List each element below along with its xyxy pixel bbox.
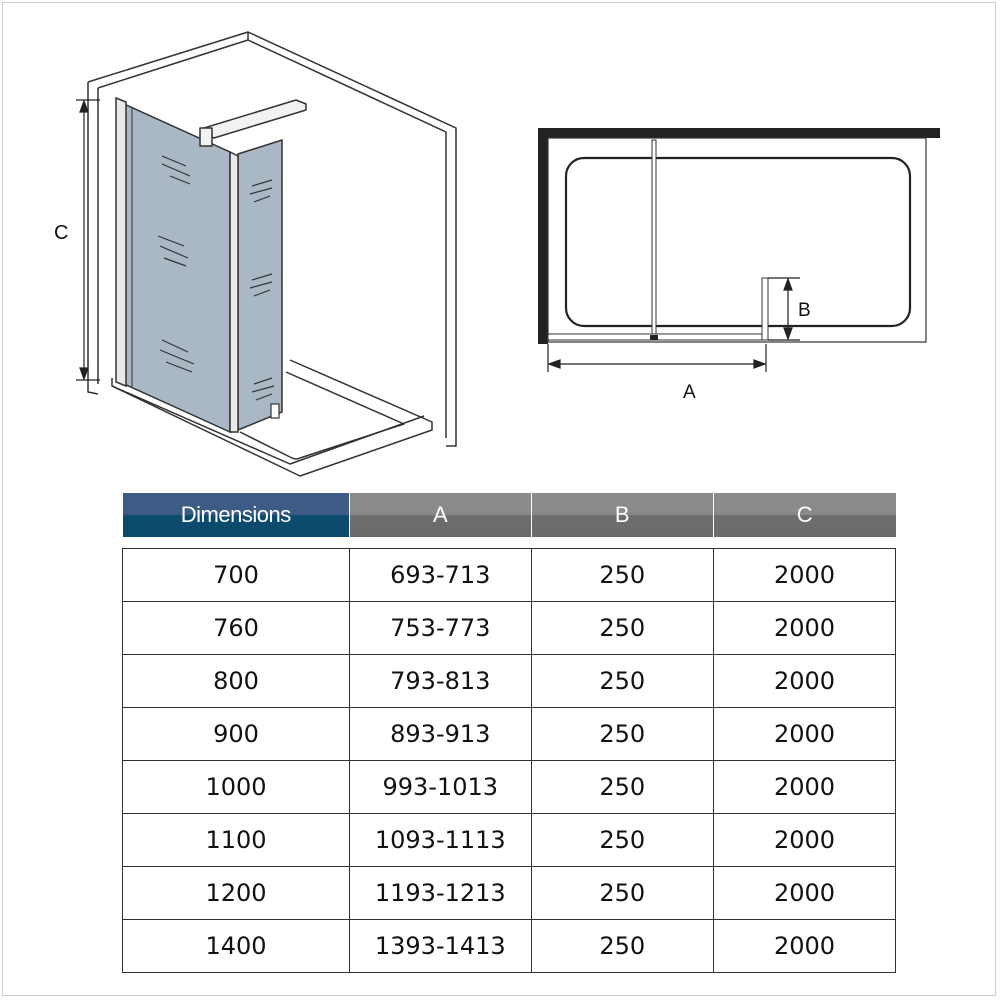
cell-a: 693-713 [350,549,532,602]
dimension-a-label: A [683,382,696,403]
table-row [123,867,896,920]
plan-tray-basin [566,158,910,326]
cell-dimension: 1000 [123,761,350,814]
cell-b: 250 [531,920,713,973]
cell-b: 250 [531,814,713,867]
cell-c: 2000 [713,602,895,655]
cell-b: 250 [531,602,713,655]
cell-a: 1193-1213 [350,867,532,920]
dimension-c-label: C [54,222,69,244]
cell-c: 2000 [713,655,895,708]
cell-dimension: 700 [123,549,350,602]
cell-b: 250 [531,708,713,761]
cell-c: 2000 [713,761,895,814]
dimension-b-line [768,278,800,340]
cell-dimension: 1200 [123,867,350,920]
cell-dimension: 900 [123,708,350,761]
cell-a: 1093-1113 [350,814,532,867]
dimension-b-label: B [798,300,811,321]
cell-a: 1393-1413 [350,920,532,973]
plan-view [0,0,1000,420]
table-row [123,814,896,867]
plan-tray-outer [548,138,926,342]
table-row [123,655,896,708]
cell-b: 250 [531,867,713,920]
cell-a: 753-773 [350,602,532,655]
plan-wall [538,128,940,138]
cell-c: 2000 [713,549,895,602]
cell-b: 250 [531,549,713,602]
cell-b: 250 [531,655,713,708]
dimension-a-line [548,344,766,372]
cell-dimension: 1100 [123,814,350,867]
table-row [123,761,896,814]
cell-a: 793-813 [350,655,532,708]
table-row [123,602,896,655]
dimensions-table [122,493,896,973]
cell-dimension: 800 [123,655,350,708]
cell-c: 2000 [713,920,895,973]
cell-dimension: 760 [123,602,350,655]
cell-c: 2000 [713,867,895,920]
plan-support-arm [652,140,656,336]
cell-a: 993-1013 [350,761,532,814]
header-c: C [713,493,895,537]
cell-c: 2000 [713,708,895,761]
cell-b: 250 [531,761,713,814]
header-b: B [531,493,713,537]
table-row [123,920,896,973]
header-dimensions: Dimensions [123,493,350,537]
plan-flipper-panel [762,278,768,340]
cell-a: 893-913 [350,708,532,761]
cell-c: 2000 [713,814,895,867]
cell-dimension: 1400 [123,920,350,973]
table-row [123,549,896,602]
table-row [123,708,896,761]
table-header-row [123,493,896,537]
header-a: A [350,493,532,537]
